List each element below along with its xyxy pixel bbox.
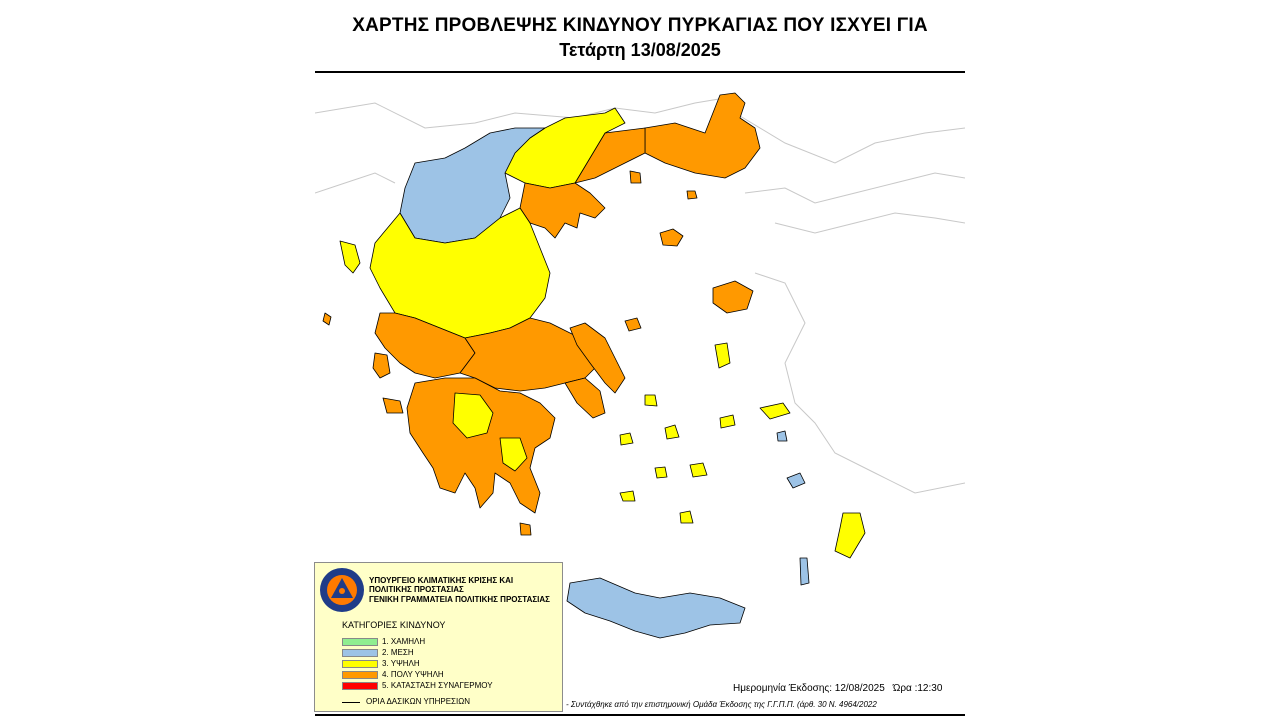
map-date-subtitle: Τετάρτη 13/08/2025: [559, 40, 721, 60]
region-rhodes: [835, 513, 865, 558]
ministry-line-1: ΥΠΟΥΡΓΕΙΟ ΚΛΙΜΑΤΙΚΗΣ ΚΡΙΣΗΣ ΚΑΙ: [369, 576, 514, 585]
legend-label-boundary: ΟΡΙΑ ΔΑΣΙΚΩΝ ΥΠΗΡΕΣΙΩΝ: [366, 697, 470, 706]
legend-label-high: 3. ΥΨΗΛΗ: [382, 659, 420, 668]
civil-protection-emblem-icon: [319, 567, 365, 613]
region-samothrace: [687, 191, 697, 199]
region-dodecanese-north: [777, 431, 805, 488]
legend-swatch-alarm: [342, 682, 378, 690]
ministry-line-3: ΓΕΝΙΚΗ ΓΡΑΜΜΑΤΕΙΑ ΠΟΛΙΤΙΚΗΣ ΠΡΟΣΤΑΣΙΑΣ: [369, 595, 550, 604]
issue-time: Ώρα :12:30: [892, 683, 943, 694]
legend-swatch-high: [342, 660, 378, 668]
region-karpathos: [800, 558, 809, 585]
legend-swatch-very-high: [342, 671, 378, 679]
legend-panel: [314, 562, 563, 712]
region-lemnos: [660, 229, 683, 246]
region-kythera: [520, 523, 531, 535]
compiled-note: - Συντάχθηκε από την επιστημονική Ομάδα Έκδοσης της Γ.Γ.Π.Π. (άρθ. 30 Ν. 4964/2022: [566, 700, 877, 709]
region-chios: [715, 343, 730, 368]
region-samos: [760, 403, 790, 419]
legend-swatch-low: [342, 638, 378, 646]
region-skyros: [625, 318, 641, 331]
legend-label-very-high: 4. ΠΟΛΥ ΥΨΗΛΗ: [382, 670, 444, 679]
issue-info: [733, 683, 942, 694]
region-crete: [567, 578, 745, 638]
boundary-line-swatch: [342, 702, 360, 703]
region-thrace-evros: [645, 93, 760, 178]
region-attica: [565, 378, 605, 418]
mainland-regions: [370, 93, 760, 513]
bottom-divider: [315, 714, 965, 716]
region-cyclades: [620, 395, 735, 523]
region-lesvos: [713, 281, 753, 313]
legend-label-low: 1. ΧΑΜΗΛΗ: [382, 637, 426, 646]
legend-heading: ΚΑΤΗΓΟΡΙΕΣ ΚΙΝΔΥΝΟΥ: [342, 620, 446, 630]
ministry-line-2: ΠΟΛΙΤΙΚΗΣ ΠΡΟΣΤΑΣΙΑΣ: [369, 585, 464, 594]
region-corfu: [340, 241, 360, 273]
issue-date: Ημερομηνία Έκδοσης: 12/08/2025: [733, 683, 885, 694]
legend-label-medium: 2. ΜΕΣΗ: [382, 648, 414, 657]
region-thasos: [630, 171, 641, 183]
legend-label-alarm: 5. ΚΑΤΑΣΤΑΣΗ ΣΥΝΑΓΕΡΜΟΥ: [382, 681, 493, 690]
map-title: ΧΑΡΤΗΣ ΠΡΟΒΛΕΨΗΣ ΚΙΝΔΥΝΟΥ ΠΥΡΚΑΓΙΑΣ ΠΟΥ ΙΣΧΥΕΙ ΓΙΑ: [352, 15, 928, 36]
legend-swatch-medium: [342, 649, 378, 657]
